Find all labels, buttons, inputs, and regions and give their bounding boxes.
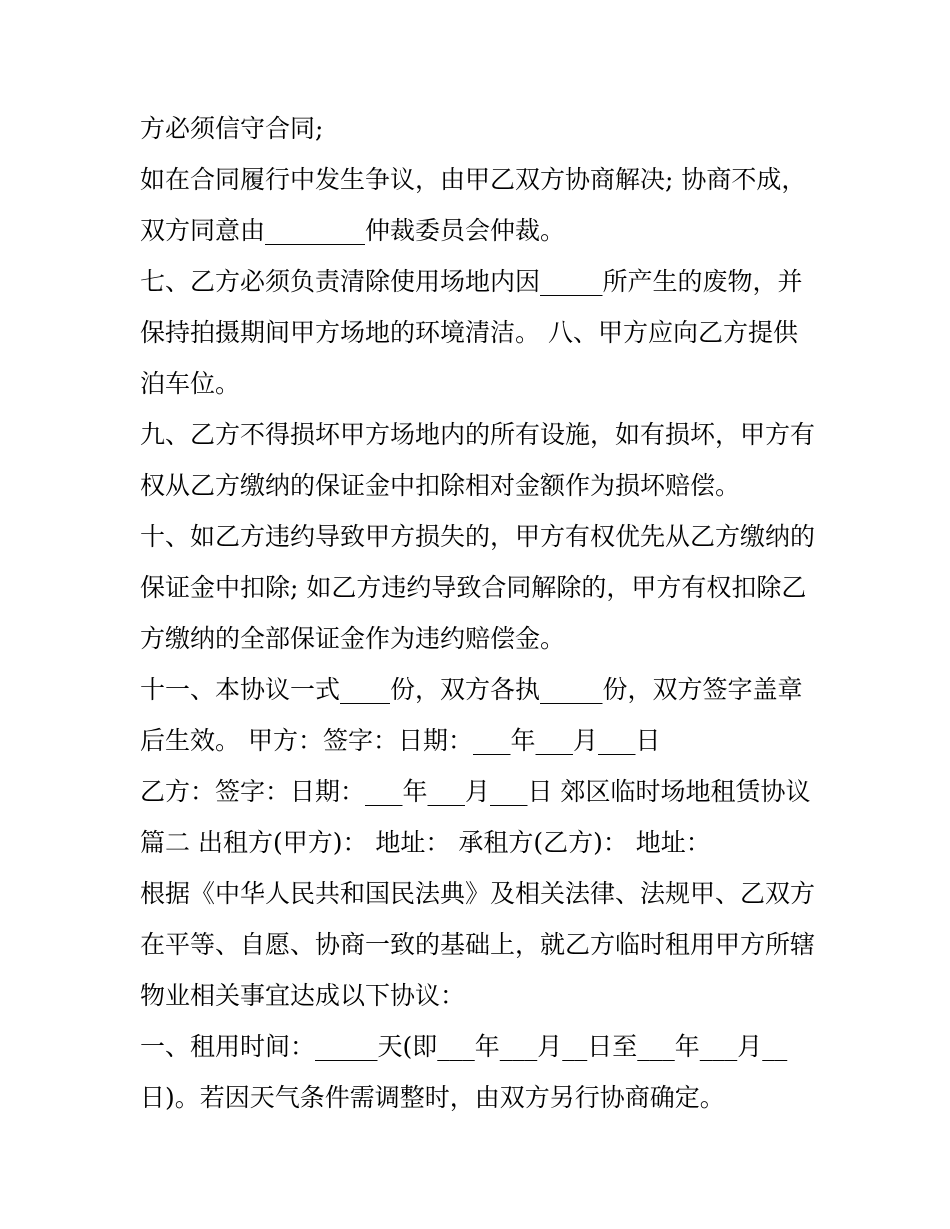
text-line: 根据《中华人民共和国民法典》及相关法律、法规甲、乙双方 [140, 879, 816, 908]
text-line: 乙方：签字：日期：___年___月___日 郊区临时场地租赁协议 [140, 777, 811, 806]
text-line: 物业相关事宜达成以下协议： [140, 981, 466, 1010]
text-line: 篇二 出租方(甲方)： 地址： 承租方(乙方)： 地址： [140, 828, 711, 857]
text-line: 权从乙方缴纳的保证金中扣除相对金额作为损坏赔偿。 [140, 471, 741, 500]
text-line: 方必须信守合同; [140, 114, 324, 143]
text-line: 保持拍摄期间甲方场地的环境清洁。 八、甲方应向乙方提供 [140, 318, 798, 347]
text-line: 保证金中扣除; 如乙方违约导致合同解除的，甲方有权扣除乙 [140, 573, 807, 602]
text-line: 在平等、自愿、协商一致的基础上，就乙方临时租用甲方所辖 [140, 930, 816, 959]
text-line: 方缴纳的全部保证金作为违约赔偿金。 [140, 624, 566, 653]
text-line: 日)。若因天气条件需调整时，由双方另行协商确定。 [140, 1083, 725, 1112]
text-line: 十一、本协议一式____份，双方各执_____份，双方签字盖章 [140, 675, 803, 704]
text-line: 七、乙方必须负责清除使用场地内因_____所产生的废物，并 [140, 267, 803, 296]
text-line: 后生效。 甲方：签字：日期：___年___月___日 [140, 726, 661, 755]
text-line: 泊车位。 [140, 369, 241, 398]
text-line: 双方同意由________仲裁委员会仲裁。 [140, 216, 566, 245]
text-line: 九、乙方不得损坏甲方场地内的所有设施，如有损坏，甲方有 [140, 420, 816, 449]
contract-text [140, 103, 820, 1123]
text-line: 十、如乙方违约导致甲方损失的，甲方有权优先从乙方缴纳的 [140, 522, 816, 551]
text-line: 一、租用时间：_____天(即___年___月__日至___年___月__ [140, 1032, 788, 1061]
text-line: 如在合同履行中发生争议，由甲乙双方协商解决; 协商不成， [140, 165, 807, 194]
